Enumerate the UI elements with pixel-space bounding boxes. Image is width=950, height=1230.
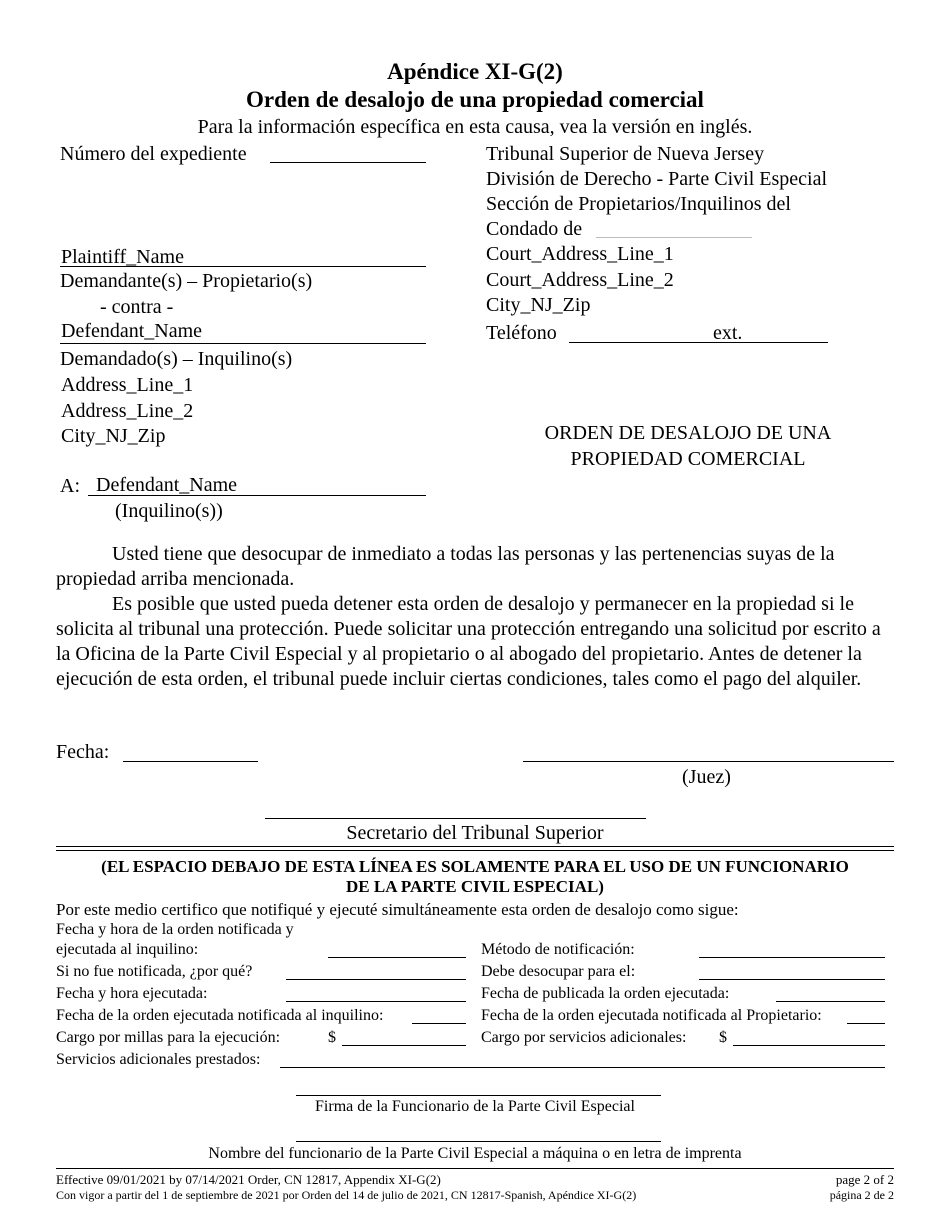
served-label-2: ejecutada al inquilino: [56,941,199,958]
court-address-line-1: Court_Address_Line_1 [486,243,674,265]
posted-field[interactable] [776,1001,885,1002]
served-label-1: Fecha y hora de la orden notificada y [56,921,294,938]
to-defendant-name: Defendant_Name [96,474,238,496]
additional-services-label: Servicios adicionales prestados: [56,1051,261,1068]
to-label: A: [60,475,80,497]
judge-signature-line[interactable] [523,761,894,762]
court-address-line-2: Court_Address_Line_2 [486,269,674,291]
english-version-note: Para la información específica en esta causa, vea la versión en inglés. [197,116,753,138]
clerk-signature-line[interactable] [265,818,646,819]
mileage-field[interactable] [342,1045,466,1046]
method-field[interactable] [699,957,885,958]
notified-landlord-field[interactable] [847,1023,885,1024]
officer-signature-line[interactable] [296,1095,661,1096]
page-title: Apéndice XI-G(2) [387,59,563,84]
plaintiff-role: Demandante(s) – Propietario(s) [60,270,313,292]
page-subtitle: Orden de desalojo de una propiedad comercial [246,87,704,112]
to-role: (Inquilino(s)) [115,500,223,522]
footer-effective-english: Effective 09/01/2021 by 07/14/2021 Order, CN 12817, Appendix XI-G(2) [56,1172,441,1187]
county-field[interactable] [596,237,752,238]
mileage-label: Cargo por millas para la ejecución: [56,1029,281,1046]
court-name: Tribunal Superior de Nueva Jersey [486,143,765,165]
phone-field[interactable] [569,342,828,343]
plaintiff-name-line [60,266,426,267]
defendant-address-line-1: Address_Line_1 [61,374,194,396]
additional-fee-dollar-sign: $ [719,1029,727,1046]
phone-label: Teléfono [486,322,557,344]
date-field[interactable] [123,761,258,762]
judge-label: (Juez) [682,766,731,788]
court-division: División de Derecho - Parte Civil Especial [486,168,828,190]
notified-tenant-field[interactable] [412,1023,466,1024]
not-served-field[interactable] [286,979,466,980]
additional-fee-label: Cargo por servicios adicionales: [481,1029,687,1046]
additional-services-field[interactable] [280,1067,885,1068]
certify-text: Por este medio certifico que notifiqué y ejecuté simultáneamente esta orden de desalojo como sigue: [56,900,739,919]
defendant-address-line-2: Address_Line_2 [61,400,194,422]
notified-tenant-label: Fecha de la orden ejecutada notificada al inquilino: [56,1007,384,1024]
method-label: Método de notificación: [481,941,635,958]
versus-label: - contra - [100,296,174,318]
officer-name-line[interactable] [296,1141,661,1142]
plaintiff-name: Plaintiff_Name [61,246,184,268]
protection-paragraph: Es posible que usted pueda detener esta orden de desalojo y permanecer en la propiedad si le solicita al tribunal una protección. Puede solicitar una protección entregando una solicitud por escrito a la Oficina de la Parte Civil Especial y al propietario o al abogado del propietario. Antes de detener la ejecución de esta orden, el tribunal puede incluir ciertas condiciones, tales como el pago del alquiler. [56,593,881,690]
docket-label: Número del expediente [60,143,247,165]
to-name-line [88,495,426,496]
separator-top [56,846,894,847]
not-served-label: Si no fue notificada, ¿por qué? [56,963,253,980]
order-title-line-1: ORDEN DE DESALOJO DE UNA [544,422,832,444]
date-label: Fecha: [56,741,110,763]
executed-field[interactable] [286,1001,466,1002]
posted-label: Fecha de publicada la orden ejecutada: [481,985,730,1002]
clerk-label: Secretario del Tribunal Superior [346,822,604,844]
mileage-dollar-sign: $ [328,1029,336,1046]
page-number-english: page 2 of 2 [835,1172,894,1187]
vacate-by-label: Debe desocupar para el: [481,963,636,980]
vacate-by-field[interactable] [699,979,885,980]
docket-number-field[interactable] [270,162,426,163]
officer-signature-label: Firma de la Funcionario de la Parte Civil Especial [315,1098,635,1115]
vacate-paragraph: Usted tiene que desocupar de inmediato a todas las personas y las pertenencias suyas de la propiedad arriba mencionada. [56,543,835,590]
officer-heading-line-2: DE LA PARTE CIVIL ESPECIAL) [346,877,604,896]
county-label: Condado de [486,218,583,240]
defendant-role: Demandado(s) – Inquilino(s) [60,348,293,370]
executed-label: Fecha y hora ejecutada: [56,985,208,1002]
separator-bottom [56,850,894,851]
footer-effective-spanish: Con vigor a partir del 1 de septiembre de 2021 por Orden del 14 de julio de 2021, CN 12817-Spanish, Apéndice XI-G(2) [56,1188,637,1202]
served-field[interactable] [328,957,466,958]
court-section: Sección de Propietarios/Inquilinos del [486,193,791,215]
defendant-city: City_NJ_Zip [61,425,166,447]
defendant-name: Defendant_Name [61,320,203,342]
defendant-name-line [60,343,426,344]
ext-label: ext. [713,322,743,344]
footer-rule [56,1168,894,1169]
order-title-line-2: PROPIEDAD COMERCIAL [570,448,806,470]
notified-landlord-label: Fecha de la orden ejecutada notificada al Propietario: [481,1007,822,1024]
officer-heading-line-1: (EL ESPACIO DEBAJO DE ESTA LÍNEA ES SOLAMENTE PARA EL USO DE UN FUNCIONARIO [101,857,849,876]
court-city: City_NJ_Zip [486,294,591,316]
page-number-spanish: página 2 de 2 [829,1188,894,1202]
officer-name-label: Nombre del funcionario de la Parte Civil Especial a máquina o en letra de imprenta [208,1145,742,1162]
additional-fee-field[interactable] [733,1045,885,1046]
